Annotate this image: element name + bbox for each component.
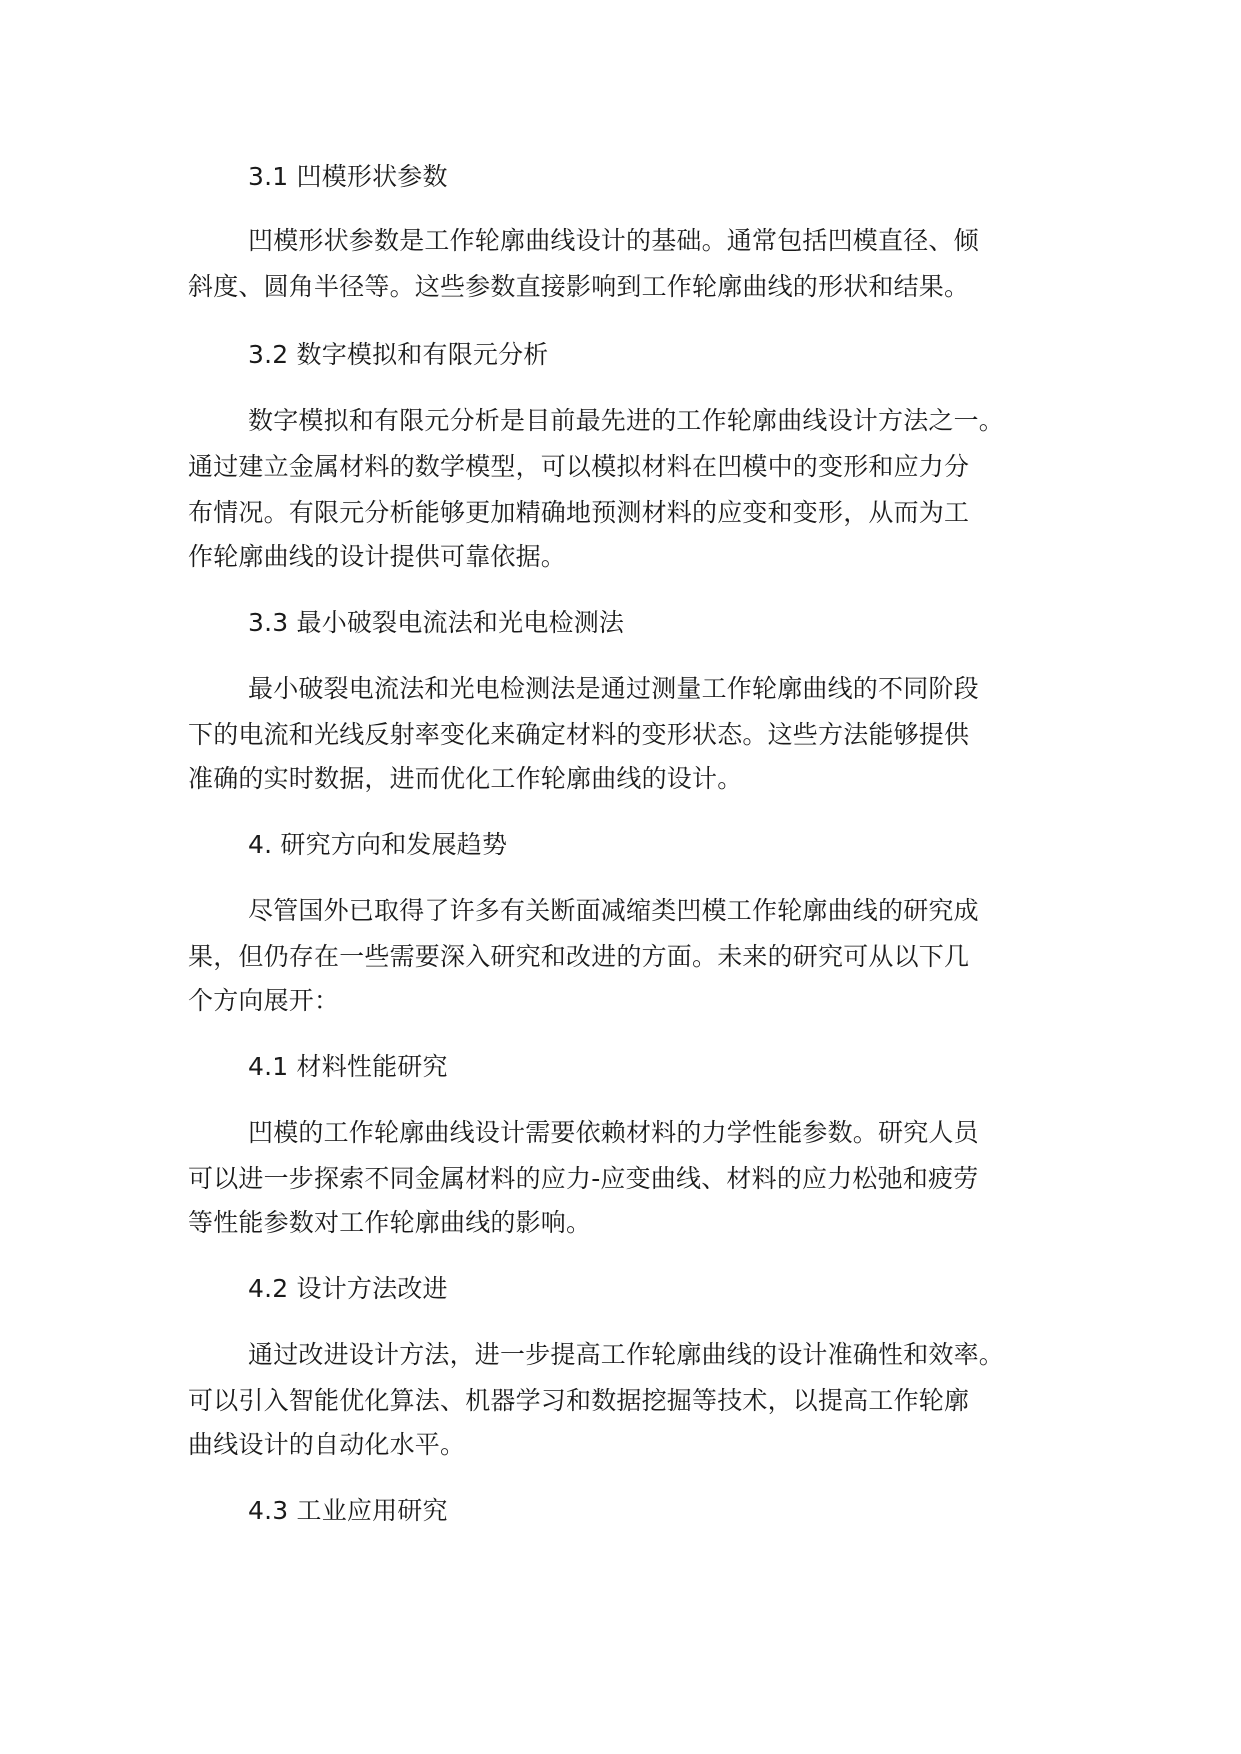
paragraph-line: 最小破裂电流法和光电检测法是通过测量工作轮廓曲线的不同阶段: [248, 674, 979, 703]
paragraph-line: 布情况。有限元分析能够更加精确地预测材料的应变和变形，从而为工: [188, 498, 970, 527]
heading-3-2: 3.2 数字模拟和有限元分析: [248, 340, 549, 369]
paragraph-line: 尽管国外已取得了许多有关断面减缩类凹模工作轮廓曲线的研究成: [248, 896, 979, 925]
paragraph-line: 曲线设计的自动化水平。: [188, 1430, 466, 1459]
paragraph-line: 作轮廓曲线的设计提供可靠依据。: [188, 542, 567, 571]
paragraph-line: 凹模的工作轮廓曲线设计需要依赖材料的力学性能参数。研究人员: [248, 1118, 979, 1147]
paragraph-line: 准确的实时数据，进而优化工作轮廓曲线的设计。: [188, 764, 743, 793]
paragraph-line: 可以引入智能优化算法、机器学习和数据挖掘等技术，以提高工作轮廓: [188, 1386, 970, 1415]
paragraph-line: 凹模形状参数是工作轮廓曲线设计的基础。通常包括凹模直径、倾: [248, 226, 979, 255]
heading-4: 4. 研究方向和发展趋势: [248, 830, 508, 859]
paragraph-line: 果，但仍存在一些需要深入研究和改进的方面。未来的研究可从以下几: [188, 942, 970, 971]
paragraph-line: 通过改进设计方法，进一步提高工作轮廓曲线的设计准确性和效率。: [248, 1340, 1005, 1369]
paragraph-line: 可以进一步探索不同金属材料的应力-应变曲线、材料的应力松弛和疲劳: [188, 1164, 979, 1193]
paragraph-line: 个方向展开：: [188, 986, 340, 1015]
paragraph-line: 通过建立金属材料的数学模型，可以模拟材料在凹模中的变形和应力分: [188, 452, 970, 481]
heading-3-1: 3.1 凹模形状参数: [248, 162, 448, 191]
paragraph-line: 斜度、圆角半径等。这些参数直接影响到工作轮廓曲线的形状和结果。: [188, 272, 970, 301]
heading-4-2: 4.2 设计方法改进: [248, 1274, 448, 1303]
paragraph-line: 数字模拟和有限元分析是目前最先进的工作轮廓曲线设计方法之一。: [248, 406, 1005, 435]
paragraph-line: 等性能参数对工作轮廓曲线的影响。: [188, 1208, 592, 1237]
heading-4-1: 4.1 材料性能研究: [248, 1052, 448, 1081]
heading-4-3: 4.3 工业应用研究: [248, 1496, 448, 1525]
heading-3-3: 3.3 最小破裂电流法和光电检测法: [248, 608, 625, 637]
paragraph-line: 下的电流和光线反射率变化来确定材料的变形状态。这些方法能够提供: [188, 720, 970, 749]
